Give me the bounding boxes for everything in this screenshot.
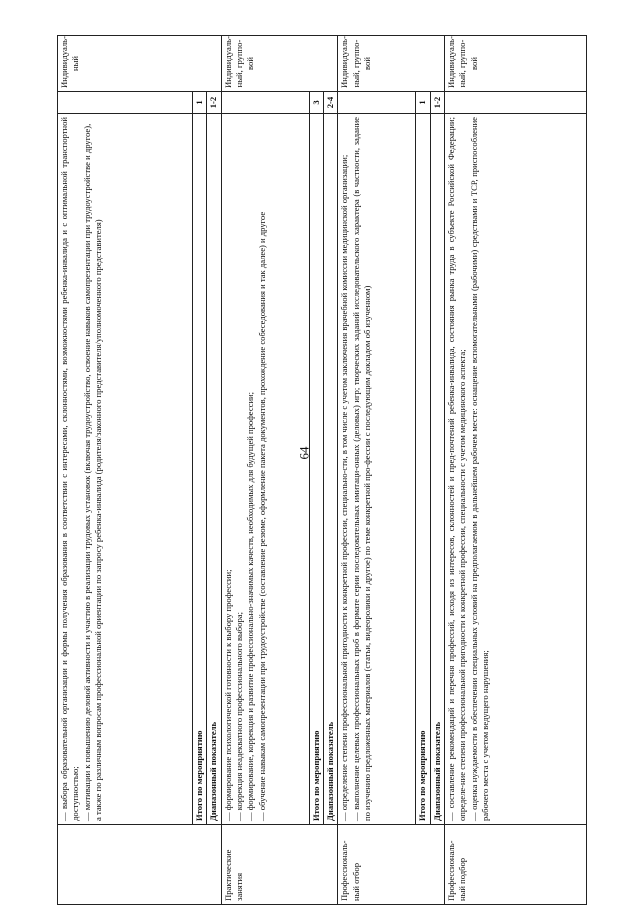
table-row [338,36,416,905]
form-cell: Индивидуаль-ный, группо-вой [221,36,338,92]
list-item: — определение степени профессиональной пригодности к конкретной профессии, специально-сти, в том числе с учетом заключения врачебной комиссии медицинской организации; [339,154,350,821]
total-value: 1 [193,92,207,114]
list-item: — мотивации к повышению деловой активности и участию в реализации трудовых установок (включая трудоустройство, освоение навыков самопрезентации при трудоустройстве и другое), [81,123,92,821]
rotated-page-content [57,35,587,905]
total-label: Итого по мероприятию [309,114,323,825]
table-row [221,36,309,905]
description-cell [58,114,193,825]
list-item: — формирование, коррекция и развитие профессионально-значимых качеств, необходимых для будущей профессии; [245,391,256,821]
list-item: — составление рекомендаций и перечня профессий, исходя из интересов, склонностей и пред-почтений ребенка-инвалида, состояния рынка труда в субъекте Российской Федерации; определе-ние степени профессиональной пригодности к конкретной профессии, специальности с учетом медицинского аспекта; [446,117,468,821]
list-item: — выполнение целевых профессиональных проб в формате серии последовательных имитаци-онных (деловых) игр; творческих заданий исследовательского характера (в частности, задание по изучению предложенных материалов (статьи, видеоролики и другое) по теме конкретной про-фессии с последующим докладом об изученном) [350,117,373,821]
table-row [416,36,430,905]
table-row [193,36,207,905]
range-label: Диапазонный показатель [207,114,221,825]
range-value: 2-4 [324,92,338,114]
section-cell: Практические занятия [221,825,338,905]
total-value: 3 [309,92,323,114]
form-cell: Индивидуаль-ный [58,36,222,92]
list-item: — коррекция неадекватного профессионального выбора; [234,612,245,821]
range-label: Диапазонный показатель [430,114,444,825]
total-label: Итого по мероприятию [193,114,207,825]
section-cell [58,825,222,905]
range-label: Диапазонный показатель [324,114,338,825]
page-number: 64 [296,446,312,460]
table-row [309,36,323,905]
table-row [430,36,444,905]
range-value: 1-2 [430,92,444,114]
table-row [58,36,193,905]
table-row [445,36,587,905]
table-row [324,36,338,905]
form-cell: Индивидуаль-ный, группо-вой [445,36,587,92]
description-cell [221,114,309,825]
section-cell: Профессиональ-ный подбор [445,825,587,905]
list-item: а также по различным вопросам профессиональной ориентации по запросу ребенка-инвалида (родителя/законного представителя/уполномоченного представителя) [93,219,104,821]
section-cell: Профессиональ-ный отбор [338,825,445,905]
list-item: — обучение навыкам самопрезентации при трудоустройстве (составление резюме, оформление пакета документов, прохождение собеседования и так далее) и другое [256,211,267,821]
total-value: 1 [416,92,430,114]
total-label: Итого по мероприятию [416,114,430,825]
range-value: 1-2 [207,92,221,114]
table-row [207,36,221,905]
description-cell [338,114,416,825]
list-item: — выбора образовательной организации и формы получения образования в соответствии с интересами, склонностями, возможностями ребенка-инвалида и с оптимальной транспортной доступностью; [59,117,81,821]
description-cell [445,114,587,825]
activities-table [57,35,587,905]
list-item: — формирование психологической готовности к выбору профессии; [222,569,233,821]
list-item: — оценка нуждаемости в обеспечении специальных условий на предполагаемом в дальнейшем рабочем месте: оснащение вспомогательными (рабочими) средствами и ТСР, приспособление рабочего места с учетом ведущего нарушения; [468,117,491,821]
form-cell: Индивидуаль-ный, группо-вой [338,36,445,92]
